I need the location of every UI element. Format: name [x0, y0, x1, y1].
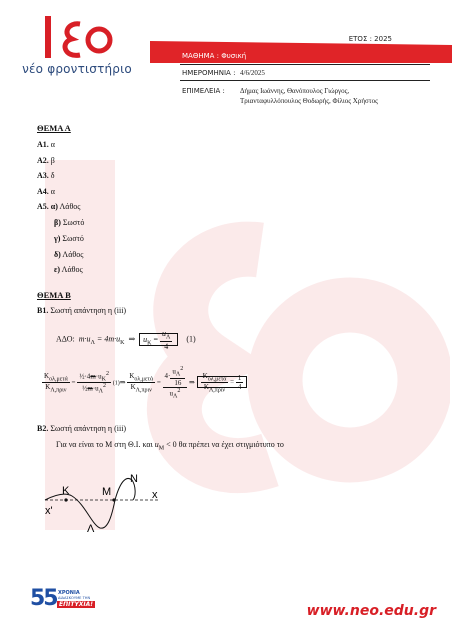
a5-item-value: Λάθος — [59, 202, 81, 211]
answer-label: Α4. — [37, 187, 49, 196]
a5-item-value: Σωστό — [62, 218, 85, 227]
editors-label: ΕΠΙΜΕΛΕΙΑ : — [182, 87, 225, 95]
a5-item-label: ε) — [54, 265, 61, 274]
eq-number: (1) — [186, 334, 196, 344]
fraction: $\frac{K_{o\lambda,\mu\varepsilon\tau ά}}{K_{\Lambda,\pi\rho\iota\nu}}$ — [129, 371, 154, 394]
header-divider — [180, 80, 430, 81]
footer-url-link[interactable]: www.neo.edu.gr — [306, 603, 436, 619]
boxed-lhs: u — [143, 334, 148, 344]
a5-item-label: γ) — [54, 234, 61, 243]
b2-answer — [37, 424, 126, 433]
answer-a5 — [37, 202, 80, 211]
kinetic-ratio-equation: $\frac{K_{o\lambda,\mu\varepsilon\tau ά}}{K_{\Lambda,\pi\rho\iota\nu}}$ = $\frac{\frac{1}{2}\cdot 4m\cdot u_K^2}{\frac{1}{2}m\cdot u_\Lambda^2}$ (1)⇒ $\frac{K_{o\lambda,\mu\varepsilon\tau ά}}{K_{\Lambda,\pi\rho\iota\nu}}$ = 4· $\frac{u_\Lambda^2}{16}$ $u_\Lambda^2$ ⇒ $\frac{K_{o\lambda,\mu\varepsilon\tau ά}}{K_{\Lambda,\pi\rho\iota\nu}}$ = $\frac{1}{4}$ — [42, 366, 247, 399]
a5-item-value: Λάθος — [61, 265, 83, 274]
header-divider — [180, 64, 430, 65]
boxed-result: $u_K$ = $\frac{u_\Lambda}{4}$ — [139, 333, 178, 346]
a5-item — [54, 234, 84, 243]
answer-label: Α1. — [37, 140, 49, 149]
b2-condition-text: Για να είναι το Μ στη Θ.Ι. και — [56, 440, 153, 449]
editors-line-2: Τριανταφυλλόπουλος Θοδωρής, Φίλιος Χρήστος — [240, 97, 378, 105]
neo-logo-icon — [30, 12, 120, 62]
a5-item — [54, 250, 83, 259]
wave-curve — [45, 478, 135, 528]
badge-line-1: ΧΡΟΝΙΑ — [58, 590, 80, 596]
answer-label: Α5. — [37, 202, 49, 211]
answer-a2 — [37, 156, 55, 165]
eq-prefix: ΑΔΟ: — [56, 334, 75, 344]
b1-answer — [37, 306, 126, 315]
a5-item — [54, 265, 83, 274]
label-x-prime: x' — [45, 505, 53, 517]
badge-line-3: ΕΠΙΤΥΧΙΑ! — [59, 601, 94, 608]
fraction: $\frac{K_{o\lambda,\mu\varepsilon\tau ά}}{K_{\Lambda,\pi\rho\iota\nu}}$ — [44, 371, 68, 394]
b1-text: Σωστή απάντηση η (iii) — [50, 306, 127, 315]
a5-item-label: δ) — [54, 250, 61, 259]
answer-label: Α2. — [37, 156, 49, 165]
a5-item-label: β) — [54, 218, 61, 227]
b2-label: Β2. — [37, 424, 49, 433]
anniversary-badge — [30, 588, 92, 614]
a5-item-value: Λάθος — [62, 250, 84, 259]
label-n: N — [130, 473, 138, 485]
fraction: 4· $\frac{u_\Lambda^2}{16}$ $u_\Lambda^2$ — [163, 366, 188, 399]
point-m — [112, 498, 115, 501]
answer-value: α — [50, 187, 55, 196]
answer-value: δ — [50, 171, 55, 180]
b2-condition: Για να είναι το Μ στη Θ.Ι. και $u_M < 0$ θα πρέπει να έχει στιγμιότυπο το — [56, 440, 284, 452]
momentum-equation: ΑΔΟ: $m\cdot u_\Lambda = 4m\cdot u_K$ ⇒ $u_K$ = $\frac{u_\Lambda}{4}$ (1) — [56, 329, 196, 351]
eq-rhs: = 4m·u — [96, 334, 121, 344]
brand-logo — [22, 12, 132, 82]
eq-lhs: m·u — [78, 334, 91, 344]
badge-number: 55 — [30, 586, 57, 611]
answer-value: α — [50, 140, 55, 149]
b2-text: Σωστή απάντηση η (iii) — [50, 424, 127, 433]
wave-snapshot-diagram — [40, 470, 180, 540]
subject-label: ΜΑΘΗΜΑ : Φυσική — [182, 52, 247, 60]
year-label: ΕΤΟΣ : 2025 — [348, 35, 392, 43]
editors-line-1: Δήμας Ιωάννης, Θανόπουλος Γιώργος, — [240, 87, 350, 95]
boxed-result: $\frac{K_{o\lambda,\mu\varepsilon\tau ά}}{K_{\Lambda,\pi\rho\iota\nu}}$ = $\frac{1}{4}$ — [197, 376, 248, 388]
badge-line-2: ΔΙΔΑΣΚΟΥΜΕ ΤΗΝ — [58, 596, 91, 600]
b2-condition-math: u — [154, 440, 159, 449]
theme-a-title: ΘΕΜΑ Α — [37, 123, 71, 133]
answer-label: Α3. — [37, 171, 49, 180]
a5-item-label: α) — [50, 202, 58, 211]
answer-value: β — [50, 156, 55, 165]
b2-condition-tail: < 0 θα πρέπει να έχει στιγμιότυπο το — [166, 440, 284, 449]
label-lambda: Λ — [87, 523, 95, 535]
label-m: M — [102, 486, 112, 498]
b1-label: Β1. — [37, 306, 49, 315]
theme-b-title: ΘΕΜΑ Β — [37, 290, 71, 300]
date-value: 4/6/2025 — [240, 69, 265, 77]
point-k — [64, 498, 67, 501]
a5-item — [54, 218, 84, 227]
label-k: K — [62, 485, 70, 497]
date-label: ΗΜΕΡΟΜΗΝΙΑ : — [182, 69, 236, 77]
label-x: x — [152, 489, 158, 501]
answer-a4 — [37, 187, 55, 196]
answer-a3 — [37, 171, 55, 180]
fraction: $\frac{\frac{1}{2}\cdot 4m\cdot u_K^2}{\frac{1}{2}m\cdot u_\Lambda^2}$ — [79, 370, 109, 395]
answer-a1 — [37, 140, 55, 149]
logo-text: νέο φροντιστήριο — [22, 62, 132, 76]
fraction: $\frac{u_\Lambda}{4}$ — [162, 329, 171, 351]
a5-item-value: Σωστό — [62, 234, 84, 243]
